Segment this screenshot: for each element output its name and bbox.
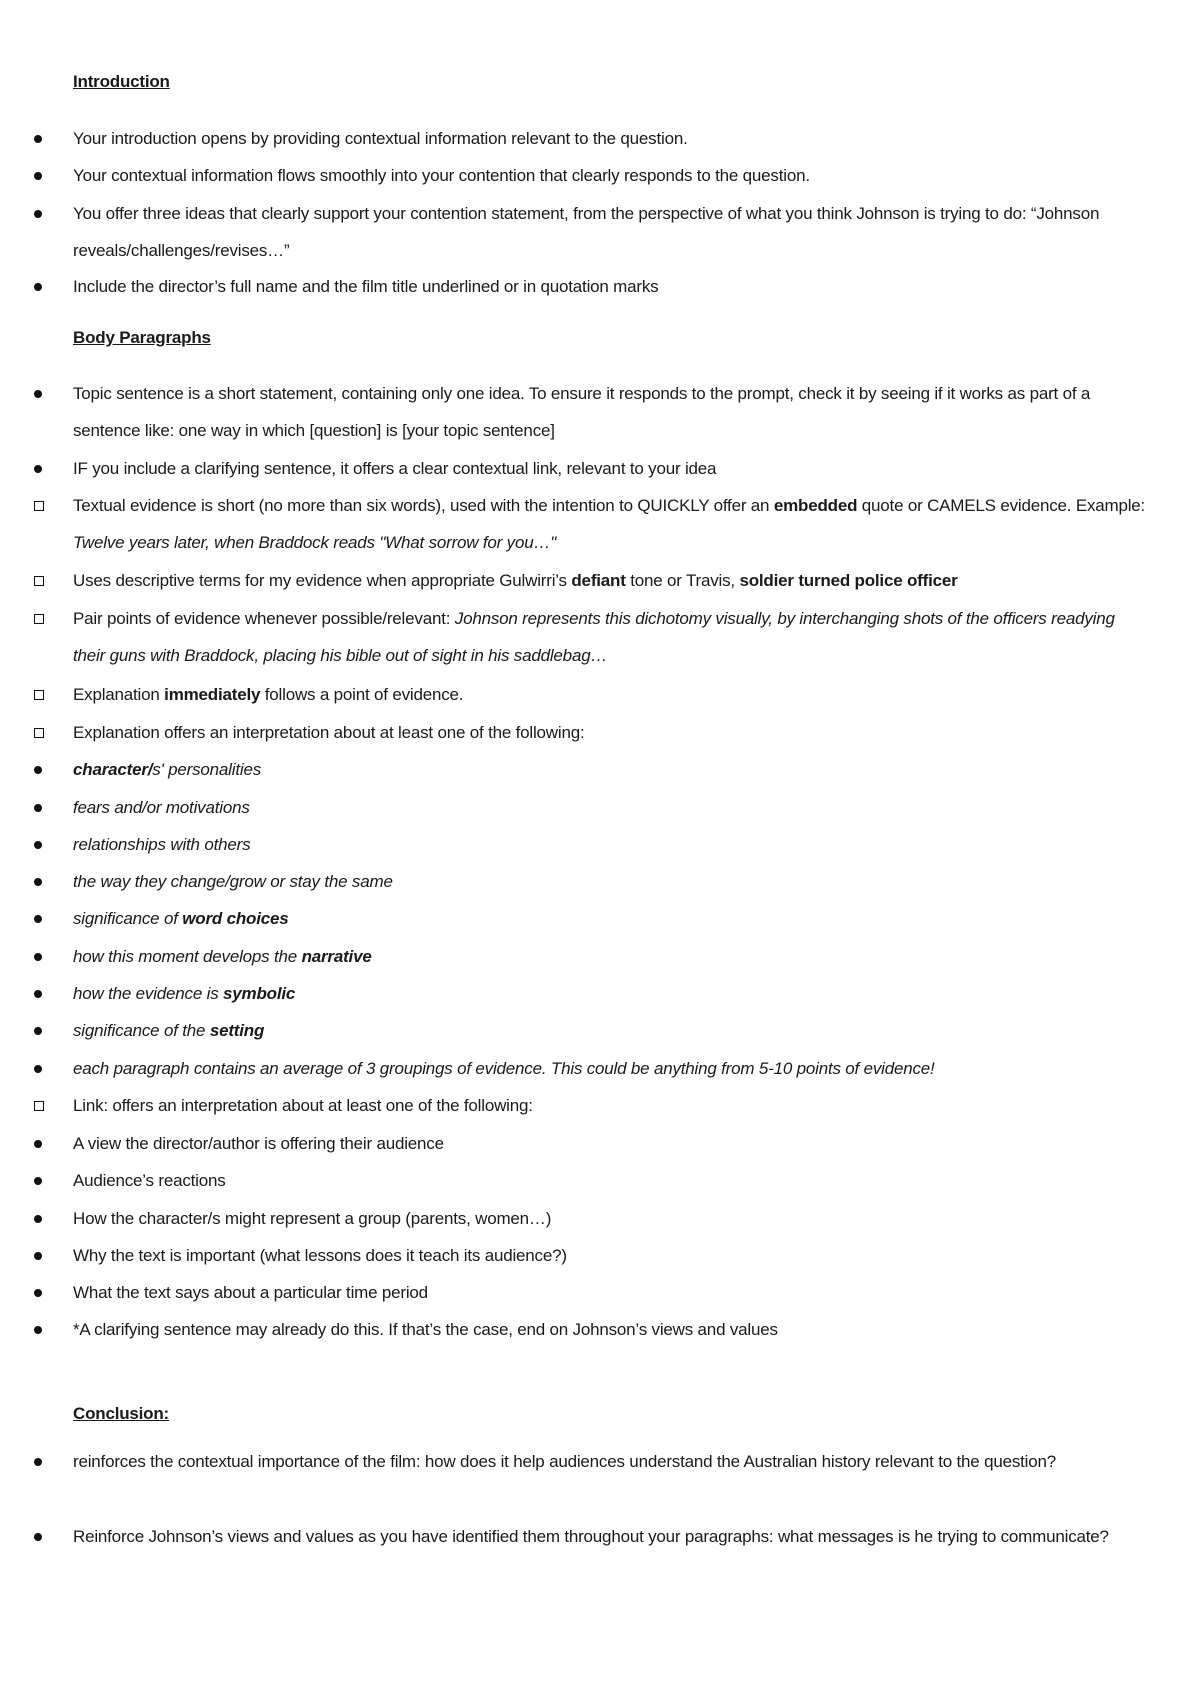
bullet-icon xyxy=(34,210,42,218)
checkbox-icon xyxy=(34,576,44,586)
bullet-icon xyxy=(34,1027,42,1035)
bullet-icon xyxy=(34,135,42,143)
bullet-icon xyxy=(34,1215,42,1223)
bullet-icon xyxy=(34,1326,42,1334)
bullet-icon xyxy=(34,766,42,774)
bullet-icon xyxy=(34,953,42,961)
bullet-icon xyxy=(34,1177,42,1185)
checkbox-icon xyxy=(34,690,44,700)
bullet-icon xyxy=(34,283,42,291)
bullet-icon xyxy=(34,990,42,998)
conclusion-heading: Conclusion: xyxy=(73,1404,170,1423)
bullet-icon xyxy=(34,1533,42,1541)
bullet-icon xyxy=(34,841,42,849)
checkbox-icon xyxy=(34,728,44,738)
bullet-icon xyxy=(34,1458,42,1466)
checkbox-icon xyxy=(34,614,44,624)
checkbox-icon xyxy=(34,501,44,511)
bullet-icon xyxy=(34,878,42,886)
bullet-icon xyxy=(34,1252,42,1260)
bullet-icon xyxy=(34,1065,42,1073)
introduction-heading: Introduction xyxy=(73,72,170,91)
checkbox-icon xyxy=(34,1101,44,1111)
body-paragraphs-heading: Body Paragraphs xyxy=(73,328,211,347)
document-page: Introduction Your introduction opens by providing contextual information relevant to the question. Your contextual information flows smoothly into your contention that clearly responds to the question. You offer three ideas that clearly support your contention statement, from the perspective of what you think Johnson is trying to do: “Johnson reveals/challenges/revises…” Include the director’s full name and the film title underlined or in quotation marks Body Paragraphs Topic sentence is a short statement, containing only one idea. To ensure it responds to the prompt, check it by seeing if it works as part of a sentence like: one way in which [question] is [your topic sentence] IF you include a clarifying sentence, it offers a clear contextual link, relevant to your idea Textual evidence is short (no more than six words), used with the intention to QUICKLY offer an embedded quote or CAMELS evidence. Example: Twelve years later, when Braddock reads "What sorrow for you…" Uses descriptive terms for my evidence when appropriate Gulwirri’s defiant tone or Travis, soldier turned police officer Pair points of evidence whenever possible/relevant: Johnson represents this dichotomy visually, by interchanging shots of the officers readying their guns with Braddock, placing his bible out of sight in his saddlebag… Explanation immediately follows a point of evidence. Explanation offers an interpretation about at least one of the following: character/s' personalities fears and/or motivations relationships with others the way they change/grow or stay the same significance of word choices how this moment develops the narrative how the evidence is symbolic significance of the setting each paragraph contains an average of 3 groupings of evidence. This could be anything from 5-10 points of evidence! Link: offers an interpretation about at least one of the following: A view the director/author is offering their audience Audience’s reactions How the character/s might represent a group (parents, women…) Why the text is important (what lessons does it teach its audience?) What the text says about a particular time period *A clarifying sentence may already do this. If that’s the case, end on Johnson’s views and values Conclusion: reinforces the contextual importance of the film: how does it help audiences understand the Australian history relevant to the question? Reinforce Johnson’s views and values as you have identified them throughout your paragraphs: what messages is he trying to communicate? xyxy=(0,0,1200,1696)
bullet-icon xyxy=(34,804,42,812)
bullet-icon xyxy=(34,172,42,180)
bullet-icon xyxy=(34,1140,42,1148)
bullet-icon xyxy=(34,915,42,923)
bullet-icon xyxy=(34,465,42,473)
bullet-icon xyxy=(34,1289,42,1297)
bullet-icon xyxy=(34,390,42,398)
